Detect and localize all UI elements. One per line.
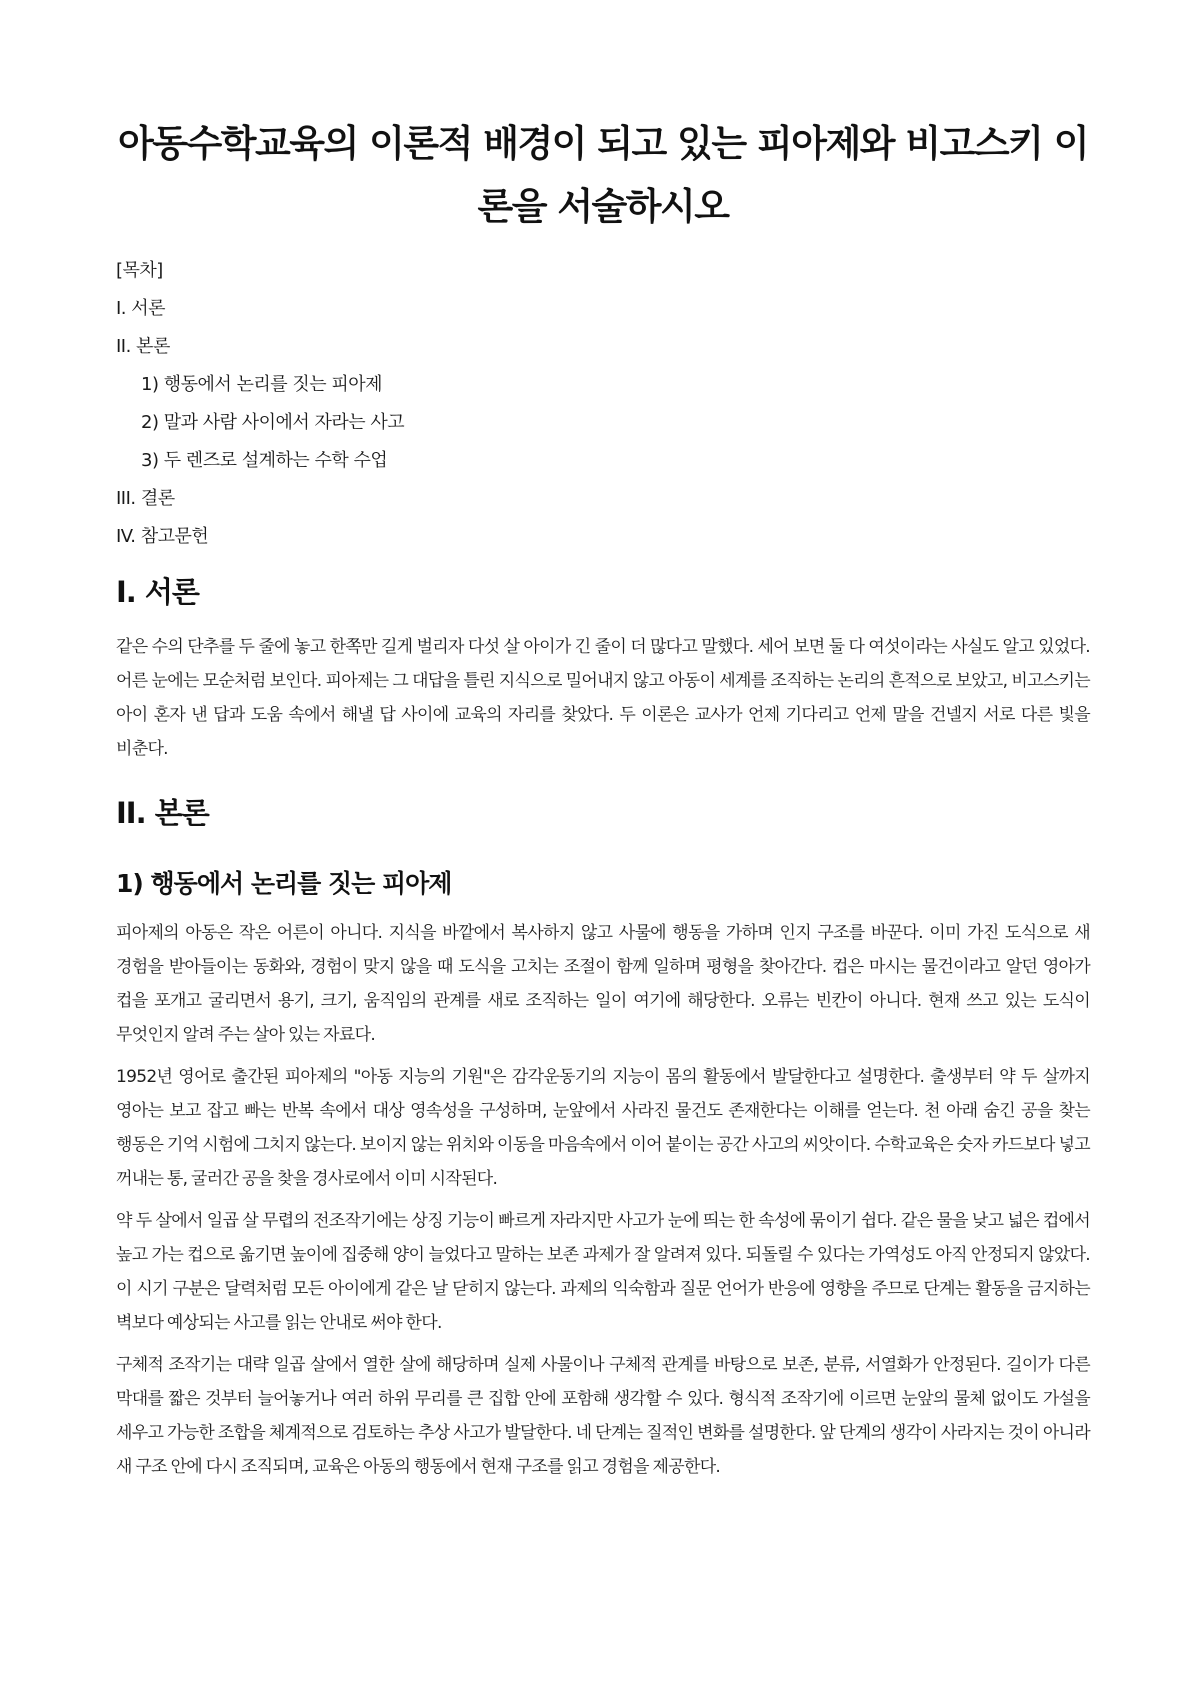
toc-item-lesson-design: 3) 두 렌즈로 설계하는 수학 수업 — [141, 450, 388, 471]
toc-item-introduction: I. 서론 — [116, 298, 166, 319]
section-heading-main-body: II. 본론 — [116, 796, 209, 830]
toc-item-main-body: II. 본론 — [116, 336, 170, 357]
body-paragraph: 피아제의 아동은 작은 어른이 아니다. 지식을 바깥에서 복사하지 않고 사물에 행동을 가하며 인지 구조를 바꾼다. 이미 가진 도식으로 새 경험을 받아들이는 동화와, 경험이 맞지 않을 때 도식을 고치는 조절이 함께 일하며 평형을 찾아간다. 컵은 마시는 물건이라고 알던 영아가 컵을 포개고 굴리면서 용기, 크기, 움직임의 관계를 새로 조직하는 일이 여기에 해당한다. 오류는 빈칸이 아니다. 현재 쓰고 있는 도식이 무엇인지 알려 주는 살아 있는 자료다. — [116, 923, 1090, 1045]
body-paragraph: 약 두 살에서 일곱 살 무렵의 전조작기에는 상징 기능이 빠르게 자라지만 사고가 눈에 띄는 한 속성에 묶이기 쉽다. 같은 물을 낮고 넓은 컵에서 높고 가는 컵으로 옮기면 높이에 집중해 양이 늘었다고 말하는 보존 과제가 잘 알려져 있다. 되돌릴 수 있다는 가역성도 아직 안정되지 않았다. 이 시기 구분은 달력처럼 모든 아이에게 같은 날 닫히지 않는다. 과제의 익숙함과 질문 언어가 반응에 영향을 주므로 단계는 활동을 금지하는 벽보다 예상되는 사고를 읽는 안내로 써야 한다. — [116, 1211, 1090, 1333]
document-title: 아동수학교육의 이론적 배경이 되고 있는 피아제와 비고스키 이론을 서술하시오 — [118, 122, 1088, 228]
toc-item-conclusion: III. 결론 — [116, 488, 175, 509]
toc-item-references: IV. 참고문헌 — [116, 526, 209, 547]
section-heading-introduction: I. 서론 — [116, 575, 199, 609]
introduction-paragraph: 같은 수의 단추를 두 줄에 놓고 한쪽만 길게 벌리자 다섯 살 아이가 긴 줄이 더 많다고 말했다. 세어 보면 둘 다 여섯이라는 사실도 알고 있었다. 어른 눈에는 모순처럼 보인다. 피아제는 그 대답을 틀린 지식으로 밀어내지 않고 아동이 세계를 조직하는 논리의 흔적으로 보았고, 비고스키는 아이 혼자 낸 답과 도움 속에서 해낼 답 사이에 교육의 자리를 찾았다. 두 이론은 교사가 언제 기다리고 언제 말을 건넬지 서로 다른 빛을 비춘다. — [116, 637, 1090, 759]
body-paragraph: 구체적 조작기는 대략 일곱 살에서 열한 살에 해당하며 실제 사물이나 구체적 관계를 바탕으로 보존, 분류, 서열화가 안정된다. 길이가 다른 막대를 짧은 것부터 늘어놓거나 여러 하위 무리를 큰 집합 안에 포함해 생각할 수 있다. 형식적 조작기에 이르면 눈앞의 물체 없이도 가설을 세우고 가능한 조합을 체계적으로 검토하는 추상 사고가 발달한다. 네 단계는 질적인 변화를 설명한다. 앞 단계의 생각이 사라지는 것이 아니라 새 구조 안에 다시 조직되며, 교육은 아동의 행동에서 현재 구조를 읽고 경험을 제공한다. — [116, 1355, 1090, 1477]
toc-heading: [목차] — [116, 260, 163, 281]
table-of-contents — [116, 259, 1090, 549]
toc-item-piaget: 1) 행동에서 논리를 짓는 피아제 — [141, 374, 383, 395]
subsection-heading-piaget: 1) 행동에서 논리를 짓는 피아제 — [116, 869, 452, 898]
toc-item-vygotsky: 2) 말과 사람 사이에서 자라는 사고 — [141, 412, 405, 433]
body-paragraph: 1952년 영어로 출간된 피아제의 "아동 지능의 기원"은 감각운동기의 지능이 몸의 활동에서 발달한다고 설명한다. 출생부터 약 두 살까지 영아는 보고 잡고 빠는 반복 속에서 대상 영속성을 구성하며, 눈앞에서 사라진 물건도 존재한다는 이해를 얻는다. 천 아래 숨긴 공을 찾는 행동은 기억 시험에 그치지 않는다. 보이지 않는 위치와 이동을 마음속에서 이어 붙이는 공간 사고의 씨앗이다. 수학교육은 숫자 카드보다 넣고 꺼내는 통, 굴러간 공을 찾을 경사로에서 이미 시작된다. — [116, 1067, 1090, 1189]
